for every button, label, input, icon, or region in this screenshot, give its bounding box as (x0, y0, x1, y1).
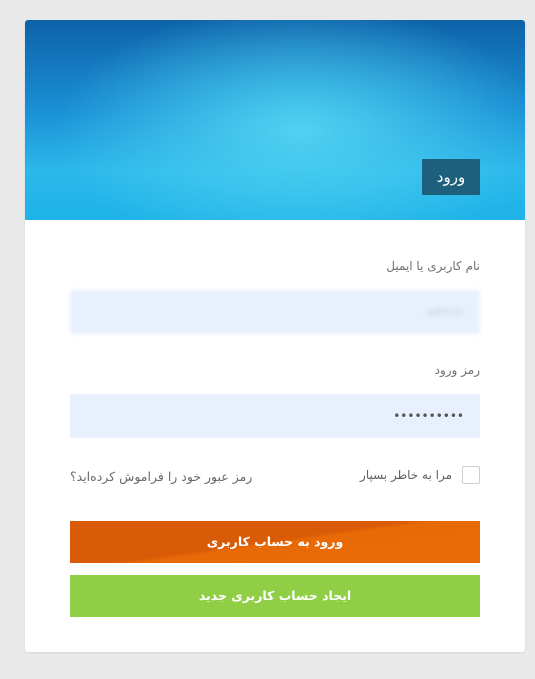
remember-me-checkbox[interactable] (462, 466, 480, 484)
remember-me-row (360, 465, 480, 485)
remember-me-label[interactable]: مرا به خاطر بسپار (360, 468, 452, 482)
login-card (25, 20, 525, 652)
username-field[interactable] (70, 290, 480, 334)
username-label: نام کاربری یا ایمیل (386, 259, 480, 273)
password-field[interactable] (70, 394, 480, 438)
forgot-password-link[interactable]: رمز عبور خود را فراموش کرده‌اید؟ (70, 469, 253, 484)
password-label: رمز ورود (434, 363, 480, 377)
register-button[interactable]: ایجاد حساب کاربری جدید (70, 575, 480, 617)
page-title: ورود (422, 159, 480, 195)
login-button[interactable]: ورود به حساب کاربری (70, 521, 480, 563)
header-banner (25, 20, 525, 220)
